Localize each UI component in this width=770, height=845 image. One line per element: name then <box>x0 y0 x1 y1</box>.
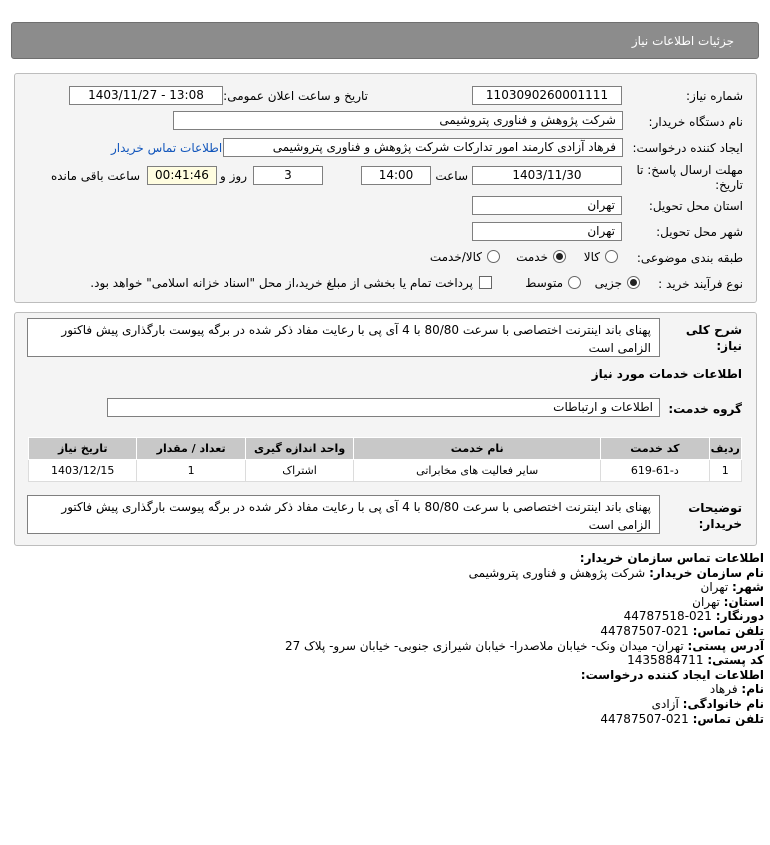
announce-datetime-field: 1403/11/27 - 13:08 <box>69 86 223 105</box>
service-group-field: اطلاعات و ارتباطات <box>107 398 660 417</box>
category-radio-goods[interactable] <box>605 250 618 263</box>
creator-name-value: فرهاد <box>709 682 738 697</box>
contact-fax-line <box>24 609 764 624</box>
contact-postal-label: کد پستی: <box>707 653 764 668</box>
contact-postal-line <box>24 653 764 668</box>
province-label: استان محل تحویل: <box>648 199 743 213</box>
creator-family-line <box>24 697 764 712</box>
remaining-label: ساعت باقی مانده <box>50 169 140 183</box>
service-group-label: گروه خدمت: <box>668 402 742 416</box>
category-option-goods-service: کالا/خدمت <box>429 250 482 264</box>
creator-family-value: آزادی <box>651 696 679 711</box>
contact-fax-label: دورنگار: <box>715 609 764 624</box>
services-title: اطلاعات خدمات مورد نیاز <box>591 367 742 381</box>
creator-info-title: اطلاعات ایجاد کننده درخواست: <box>580 667 764 682</box>
contact-org-value: شرکت پژوهش و فناوری پتروشیمی <box>468 565 646 580</box>
col-date-header: تاریخ نیاز <box>29 438 137 460</box>
purchase-option-medium: متوسط <box>525 276 563 290</box>
contact-section <box>24 551 764 726</box>
contact-province-value: تهران <box>692 594 720 609</box>
services-table <box>28 437 742 482</box>
buyer-desc-label-line1: توضیحات <box>688 501 742 515</box>
city-label: شهر محل تحویل: <box>656 225 743 239</box>
creator-family-label: نام خانوادگی: <box>682 696 764 711</box>
province-field: تهران <box>472 196 622 215</box>
purchase-radio-minor[interactable] <box>627 276 640 289</box>
contact-province-line <box>24 595 764 610</box>
deadline-date-field: 1403/11/30 <box>472 166 622 185</box>
deadline-time-field: 14:00 <box>361 166 431 185</box>
table-header-row <box>29 438 742 460</box>
page-title-bar <box>11 22 759 59</box>
days-field: 3 <box>253 166 323 185</box>
creator-name-label: نام: <box>741 682 764 697</box>
cell-unit: اشتراک <box>245 460 353 482</box>
contact-phone-line <box>24 624 764 639</box>
contact-title: اطلاعات تماس سازمان خریدار: <box>579 551 764 565</box>
purchase-radio-medium[interactable] <box>568 276 581 289</box>
deadline-time-label: ساعت <box>435 169 468 183</box>
cell-quantity: 1 <box>137 460 245 482</box>
buyer-contact-link[interactable]: اطلاعات تماس خریدار <box>111 141 223 155</box>
table-row <box>29 460 742 482</box>
category-option-service: خدمت <box>516 250 548 264</box>
treasury-note: پرداخت تمام یا بخشی از مبلغ خرید،از محل "اسناد خزانه اسلامی" خواهد بود. <box>90 276 473 290</box>
contact-fax-value: 021-44787518 <box>623 609 712 624</box>
need-info-panel <box>14 73 757 303</box>
creator-phone-line <box>24 712 764 727</box>
summary-text: پهنای باند اینترنت اختصاصی با سرعت 80/80 با 4 آی پی با رعایت مفاد ذکر شده در برگه پیوست بارگذاری پیش فاکتور الزامی است <box>27 318 660 357</box>
col-quantity-header: تعداد / مقدار <box>137 438 245 460</box>
treasury-checkbox[interactable] <box>479 276 492 289</box>
buyer-desc-label-line2: خریدار: <box>698 517 742 531</box>
creator-phone-value: 021-44787507 <box>600 711 689 726</box>
city-field: تهران <box>472 222 622 241</box>
cell-service-name: سایر فعالیت های مخابراتی <box>354 460 601 482</box>
need-number-label: شماره نیاز: <box>686 89 743 103</box>
contact-city-value: تهران <box>700 580 729 595</box>
contact-phone-value: 021-44787507 <box>600 623 689 638</box>
purchase-type-label: نوع فرآیند خرید : <box>658 277 743 291</box>
remaining-time-field: 00:41:46 <box>147 166 217 185</box>
cell-code: د-61-619 <box>601 460 709 482</box>
creator-field: فرهاد آزادی کارمند امور تدارکات شرکت پژوهش و فناوری پتروشیمی <box>223 138 623 157</box>
contact-city-line <box>24 580 764 595</box>
buyer-org-label: نام دستگاه خریدار: <box>648 115 743 129</box>
contact-address-label: آدرس پستی: <box>687 638 764 653</box>
category-radio-goods-service[interactable] <box>487 250 500 263</box>
cell-date: 1403/12/15 <box>29 460 137 482</box>
days-label: روز و <box>220 169 247 183</box>
announce-label: تاریخ و ساعت اعلان عمومی: <box>223 89 368 103</box>
contact-postal-value: 1435884711 <box>627 653 704 668</box>
category-radio-service[interactable] <box>553 250 566 263</box>
creator-phone-label: تلفن تماس: <box>692 711 764 726</box>
creator-name-line <box>24 682 764 697</box>
contact-org-line <box>24 566 764 581</box>
deadline-label-line1: مهلت ارسال پاسخ: تا <box>636 163 743 177</box>
summary-label-line2: نیاز: <box>716 339 742 353</box>
contact-province-label: استان: <box>723 594 764 609</box>
col-unit-header: واحد اندازه گیری <box>245 438 353 460</box>
buyer-org-field: شرکت پژوهش و فناوری پتروشیمی <box>173 111 623 130</box>
col-service-name-header: نام خدمت <box>354 438 601 460</box>
col-row-header: ردیف <box>709 438 741 460</box>
summary-label-line1: شرح کلی <box>685 323 742 337</box>
contact-city-label: شهر: <box>732 580 764 595</box>
page-title: جزئیات اطلاعات نیاز <box>631 34 734 48</box>
contact-org-label: نام سازمان خریدار: <box>649 565 764 580</box>
buyer-desc-text: پهنای باند اینترنت اختصاصی با سرعت 80/80 با 4 آی پی با رعایت مفاد ذکر شده در برگه پیوست بارگذاری پیش فاکتور الزامی است <box>27 495 660 534</box>
contact-phone-label: تلفن تماس: <box>692 623 764 638</box>
contact-address-line <box>24 639 764 654</box>
deadline-label-line2: تاریخ: <box>715 178 743 192</box>
need-number-field: 1103090260001111 <box>472 86 622 105</box>
cell-row: 1 <box>709 460 741 482</box>
col-code-header: کد خدمت <box>601 438 709 460</box>
creator-label: ایجاد کننده درخواست: <box>632 141 743 155</box>
category-option-goods: کالا <box>583 250 600 264</box>
purchase-option-minor: جزیی <box>594 276 622 290</box>
contact-address-value: تهران- میدان ونک- خیابان ملاصدرا- خیابان شیرازی جنوبی- خیابان سرو- پلاک 27 <box>284 638 684 653</box>
category-label: طبقه بندی موضوعی: <box>636 251 743 265</box>
